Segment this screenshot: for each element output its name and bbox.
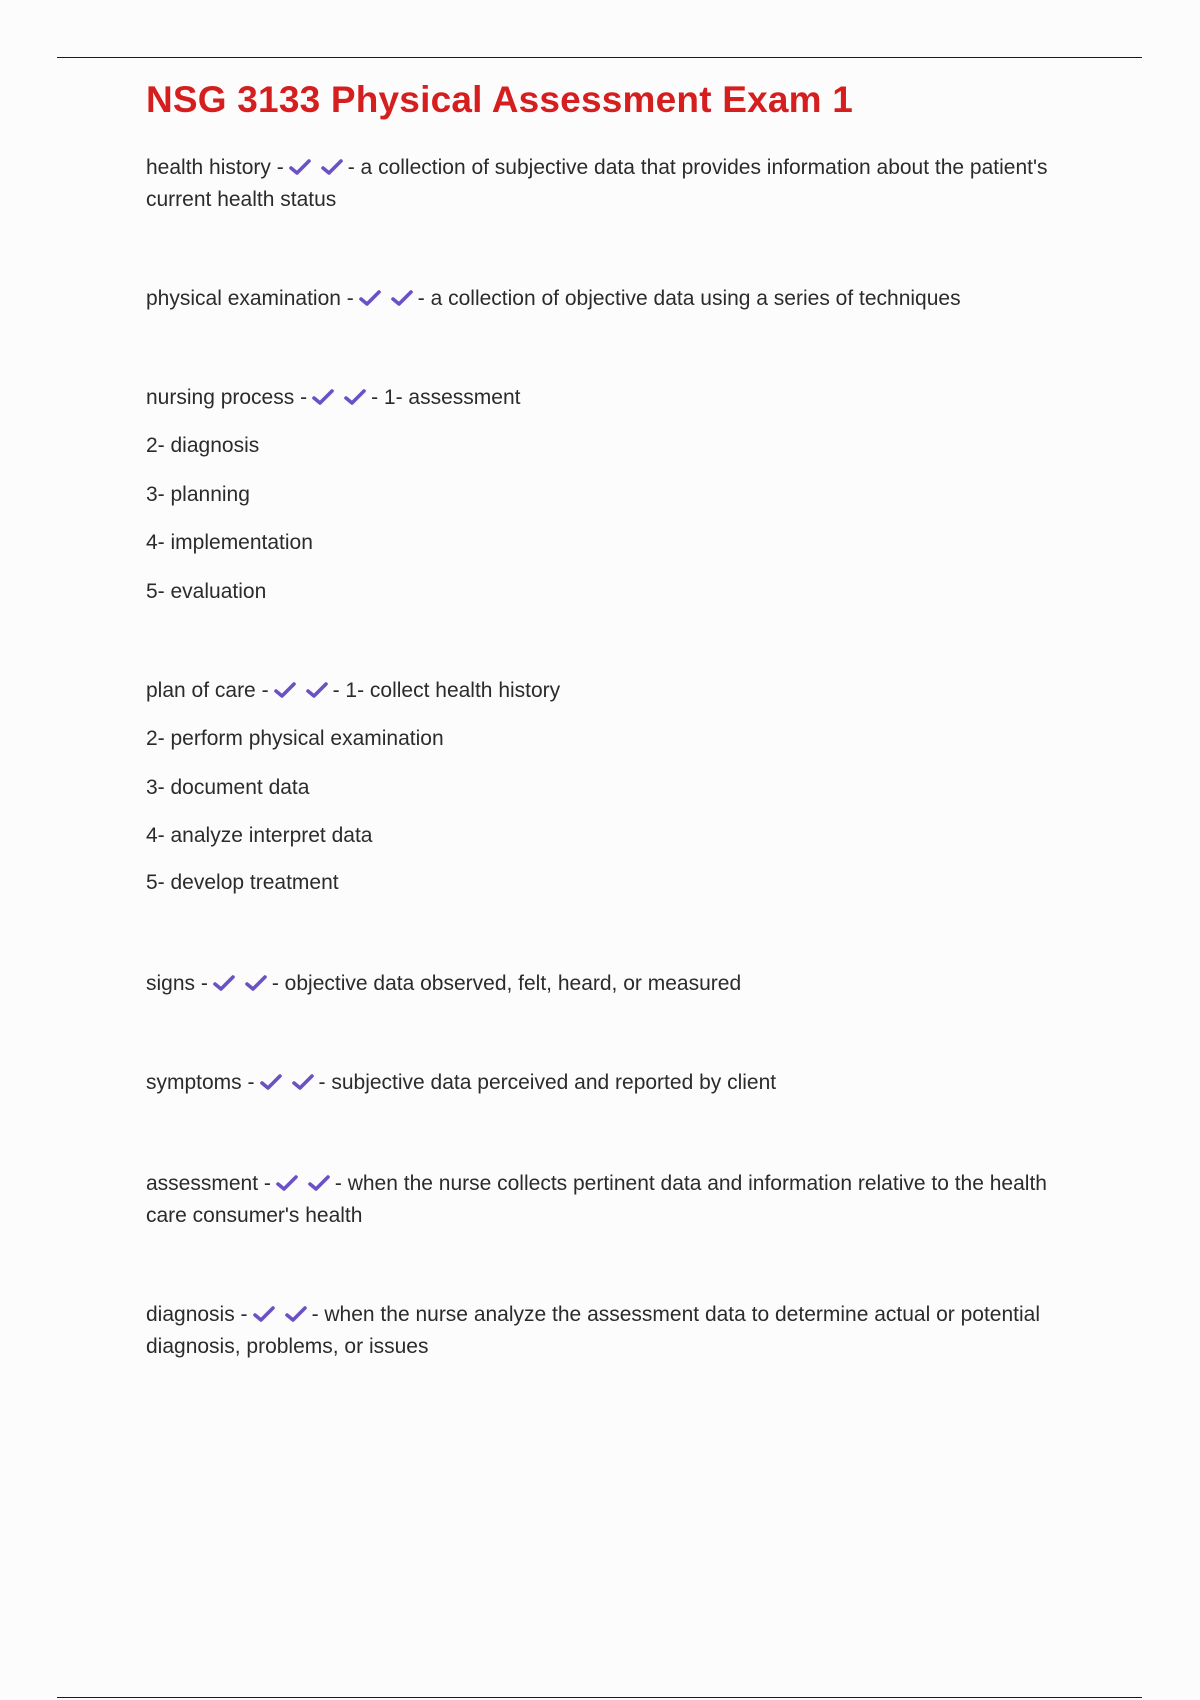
checkmark-icon (284, 1304, 308, 1324)
entry-definition: - 1- assessment (371, 386, 521, 409)
checkmark-icon (288, 157, 312, 177)
flashcard-entry (146, 152, 1091, 216)
checkmark-icon (307, 1173, 331, 1193)
entry-definition: - subjective data perceived and reported by client (318, 1071, 777, 1094)
document-page (146, 74, 1091, 1358)
entry-text (146, 1168, 1091, 1232)
entry-text (146, 1299, 1091, 1363)
entry-term: diagnosis - (146, 1303, 248, 1326)
entry-term: assessment - (146, 1172, 271, 1195)
document-title: NSG 3133 Physical Assessment Exam 1 (146, 79, 853, 120)
checkmark-icon (311, 387, 335, 407)
entry-definition: - when the nurse collects pertinent data and information relative to the health care consumer's health (146, 1172, 1047, 1227)
entry-definition: - 1- collect health history (332, 679, 561, 702)
flashcard-entry (146, 1168, 1091, 1232)
flashcard-entry (146, 675, 1091, 894)
checkmark-icon (259, 1072, 283, 1092)
entry-definition: - when the nurse analyze the assessment data to determine actual or potential diagnosis, problems, or issues (146, 1303, 1040, 1358)
checkmark-icon (305, 680, 329, 700)
bottom-rule (57, 1697, 1142, 1698)
checkmark-icon (275, 1173, 299, 1193)
entry-text (146, 675, 1091, 707)
entry-term: signs - (146, 972, 208, 995)
entry-definition: - a collection of subjective data that provides information about the patient's current health status (146, 156, 1048, 211)
flashcard-entry (146, 382, 1091, 603)
entry-list-item: 2- diagnosis (146, 434, 260, 457)
entry-definition: - objective data observed, felt, heard, or measured (271, 972, 742, 995)
entry-list-item: 4- implementation (146, 531, 313, 554)
flashcard-entry (146, 1067, 1091, 1099)
checkmark-icon (252, 1304, 276, 1324)
entry-text (146, 382, 1091, 414)
flashcard-entry (146, 283, 1091, 315)
entry-list-item: 5- develop treatment (146, 871, 339, 894)
entry-text (146, 283, 1091, 315)
checkmark-icon (212, 973, 236, 993)
entry-term: nursing process - (146, 386, 308, 409)
entry-text (146, 152, 1091, 216)
flashcard-entry (146, 1299, 1091, 1363)
entry-list-item: 4- analyze interpret data (146, 824, 373, 847)
checkmark-icon (320, 157, 344, 177)
entry-text (146, 1067, 1091, 1099)
entry-term: physical examination - (146, 287, 354, 310)
top-rule (57, 57, 1142, 58)
checkmark-icon (343, 387, 367, 407)
entry-list-item: 2- perform physical examination (146, 727, 444, 750)
entry-term: health history - (146, 156, 284, 179)
flashcard-entry (146, 968, 1091, 1000)
entry-text (146, 968, 1091, 1000)
entry-list-item: 5- evaluation (146, 580, 267, 603)
entry-list-item: 3- planning (146, 483, 250, 506)
checkmark-icon (273, 680, 297, 700)
checkmark-icon (244, 973, 268, 993)
entry-term: symptoms - (146, 1071, 255, 1094)
checkmark-icon (291, 1072, 315, 1092)
checkmark-icon (358, 288, 382, 308)
checkmark-icon (390, 288, 414, 308)
entry-term: plan of care - (146, 679, 269, 702)
entry-definition: - a collection of objective data using a series of techniques (417, 287, 961, 310)
entry-list-item: 3- document data (146, 776, 310, 799)
